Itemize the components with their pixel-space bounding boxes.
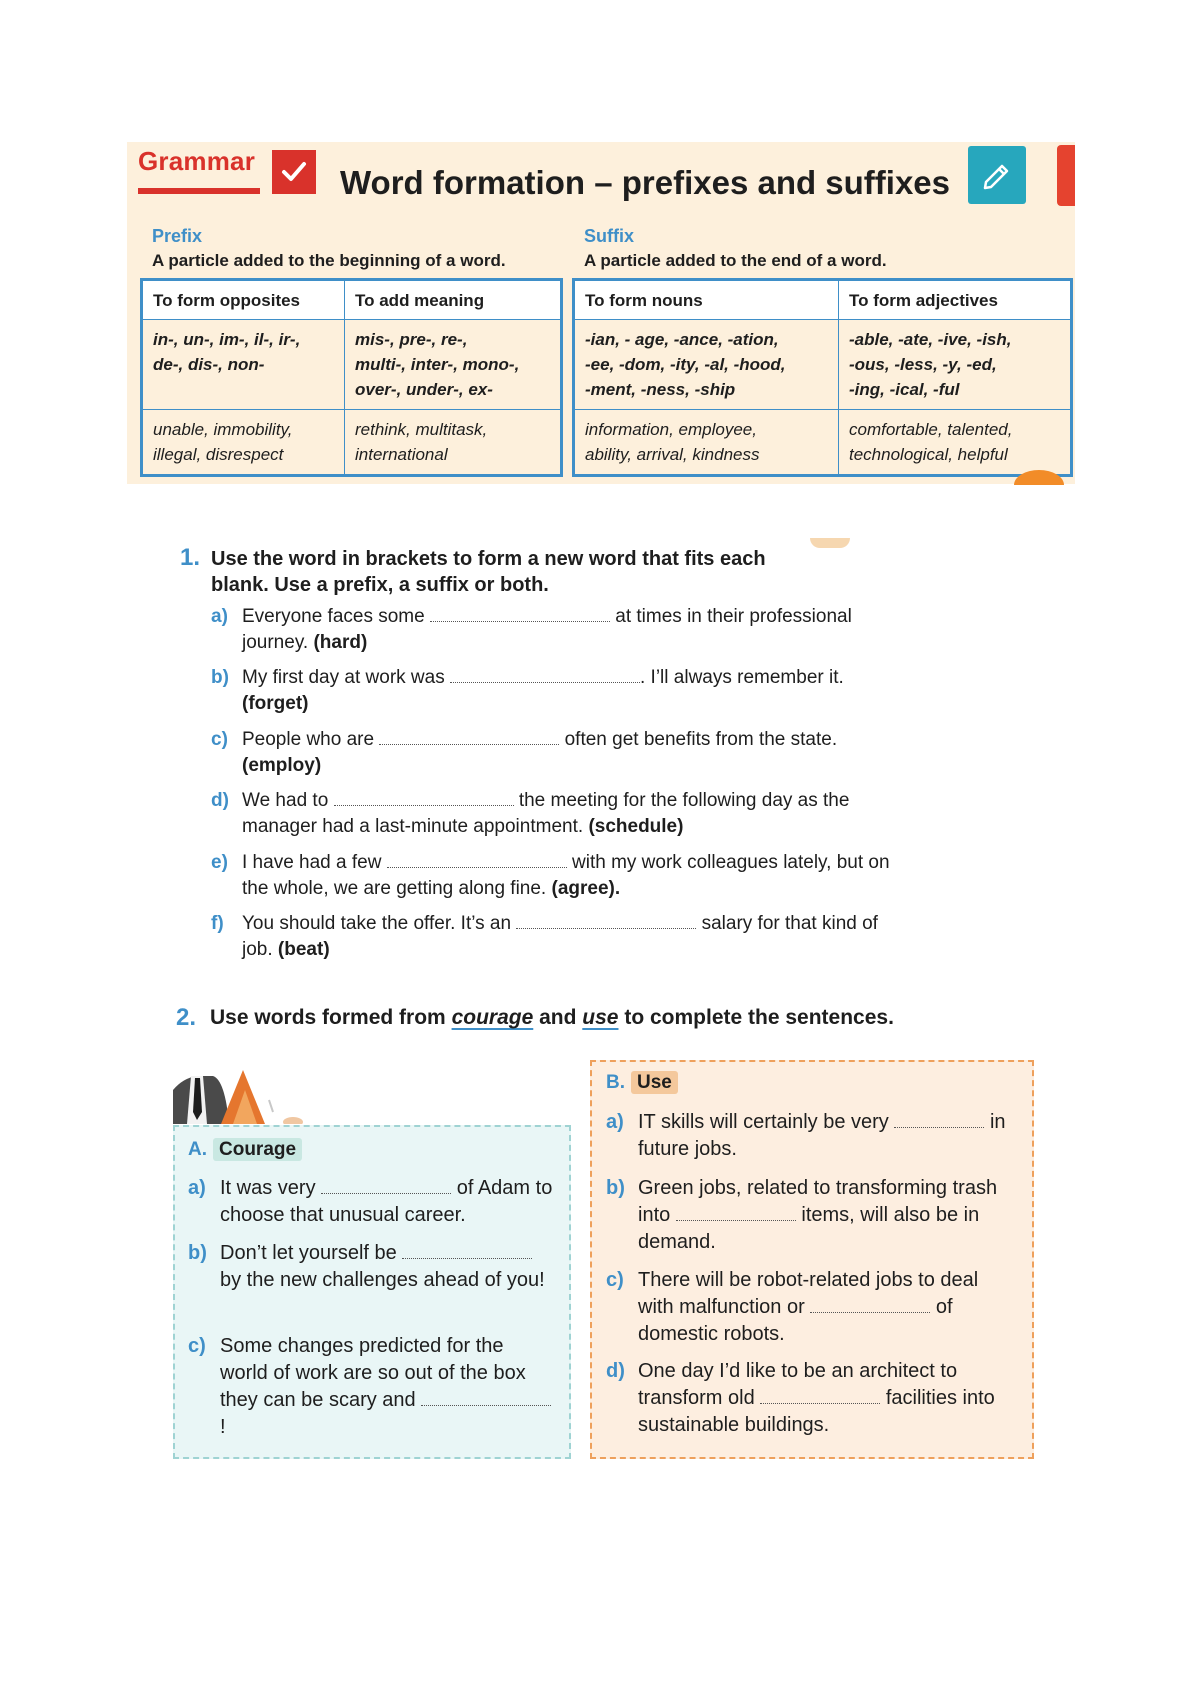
- answer-blank[interactable]: [334, 791, 514, 806]
- prefix-table: [140, 278, 563, 477]
- answer-blank[interactable]: [402, 1244, 532, 1259]
- page-title: Word formation – prefixes and suffixes: [340, 164, 951, 201]
- box-title: B. Use: [606, 1072, 678, 1094]
- table-header: To add meaning: [345, 280, 562, 320]
- pencil-icon: [968, 146, 1026, 204]
- exercise-item: a) It was very of Adam to choose that unusual career.: [188, 1177, 553, 1226]
- section-label: Grammar: [138, 146, 256, 176]
- exercise-number: 2.: [176, 1004, 197, 1031]
- exercise-item: e) I have had a few with my work colleagues lately, but on the whole, we are getting along fine. (agree).: [211, 852, 890, 899]
- answer-blank[interactable]: [760, 1389, 880, 1404]
- affix-cell: -able, -ate, -ive, -ish, -ous, -less, -y, -ed, -ing, -ical, -ful: [839, 320, 1072, 410]
- answer-blank[interactable]: [430, 607, 610, 622]
- exercise-item: c) There will be robot-related jobs to deal with malfunction or of domestic robots.: [606, 1269, 979, 1345]
- table-header: To form adjectives: [839, 280, 1072, 320]
- exercise-item: b) Don’t let yourself be by the new challenges ahead of you!: [188, 1242, 545, 1291]
- example-cell: information, employee, ability, arrival, kindness: [574, 410, 839, 476]
- decorative-shape: [810, 538, 850, 548]
- exercise-instruction: Use the word in brackets to form a new word that fits each blank. Use a prefix, a suffix or both.: [211, 548, 766, 596]
- exercise-item: f) You should take the offer. It’s an salary for that kind of job. (beat): [211, 913, 878, 960]
- exercise-item: c) Some changes predicted for the world of work are so out of the box they can be scary and !: [188, 1333, 554, 1441]
- exercise-item: b) My first day at work was . I’ll always remember it. (forget): [211, 667, 844, 714]
- table-header: To form nouns: [574, 280, 839, 320]
- exercise-item: b) Green jobs, related to transforming trash into items, will also be in demand.: [606, 1177, 998, 1253]
- suffix-heading: Suffix: [584, 226, 635, 246]
- exercise-item: c) People who are often get benefits from the state. (employ): [211, 729, 838, 776]
- example-cell: comfortable, talented, technological, helpful: [839, 410, 1072, 476]
- suffix-definition: A particle added to the end of a word.: [584, 251, 887, 270]
- answer-blank[interactable]: [379, 730, 559, 745]
- answer-blank[interactable]: [516, 914, 696, 929]
- affix-cell: -ian, - age, -ance, -ation, -ee, -dom, -ity, -al, -hood, -ment, -ness, -ship: [574, 320, 839, 410]
- answer-blank[interactable]: [894, 1113, 984, 1128]
- answer-blank[interactable]: [450, 668, 640, 683]
- affix-cell: in-, un-, im-, il-, ir-, de-, dis-, non-: [142, 320, 345, 410]
- table-header: To form opposites: [142, 280, 345, 320]
- answer-blank[interactable]: [676, 1206, 796, 1221]
- answer-blank[interactable]: [421, 1391, 551, 1406]
- check-icon: [272, 150, 316, 194]
- side-tab: [1057, 145, 1075, 206]
- businessman-illustration: [173, 1062, 313, 1124]
- prefix-definition: A particle added to the beginning of a word.: [152, 251, 506, 270]
- example-cell: unable, immobility, illegal, disrespect: [142, 410, 345, 476]
- answer-blank[interactable]: [321, 1179, 451, 1194]
- answer-blank[interactable]: [810, 1298, 930, 1313]
- suffix-table: [572, 278, 1073, 477]
- box-title: A. Courage: [188, 1139, 302, 1161]
- exercise-item: a) Everyone faces some at times in their professional journey. (hard): [211, 606, 852, 653]
- exercise-number: 1.: [180, 544, 201, 571]
- exercise-item: d) We had to the meeting for the following day as the manager had a last-minute appointment. (schedule): [211, 790, 850, 837]
- answer-blank[interactable]: [387, 853, 567, 868]
- prefix-heading: Prefix: [152, 226, 203, 246]
- exercise-item: a) IT skills will certainly be very in future jobs.: [606, 1111, 1006, 1160]
- section-underline: [138, 188, 260, 194]
- affix-cell: mis-, pre-, re-, multi-, inter-, mono-, over-, under-, ex-: [345, 320, 562, 410]
- example-cell: rethink, multitask, international: [345, 410, 562, 476]
- exercise-item: d) One day I’d like to be an architect to transform old facilities into sustainable buildings.: [606, 1360, 995, 1436]
- decorative-shape: [1014, 470, 1064, 500]
- exercise-instruction: Use words formed from courage and use to complete the sentences.: [210, 1006, 894, 1029]
